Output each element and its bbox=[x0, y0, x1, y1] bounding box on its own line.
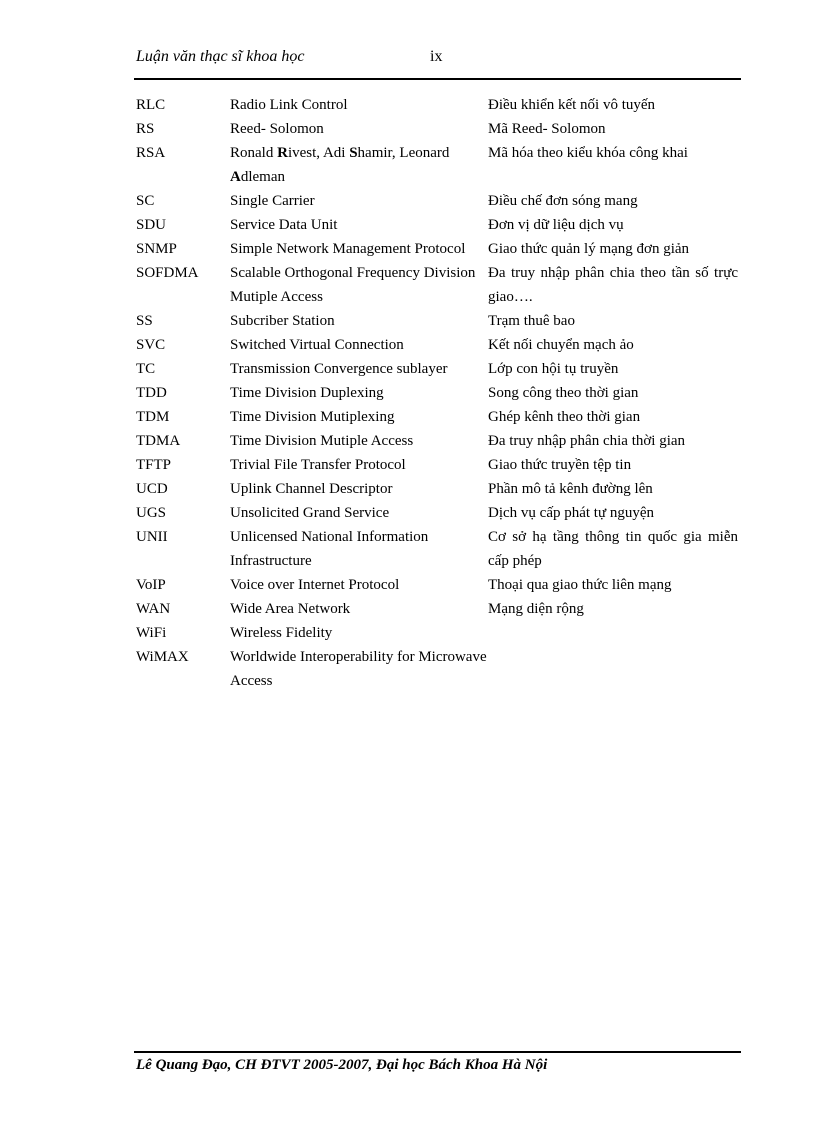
vietnamese-cell: Mạng diện rộng bbox=[488, 601, 584, 617]
table-row bbox=[136, 237, 738, 261]
english-cell: Wide Area Network bbox=[230, 601, 351, 617]
vietnamese-cell: Đa truy nhập phân chia theo tần số trực giao…. bbox=[488, 265, 738, 305]
table-row bbox=[136, 309, 738, 333]
acronym-letter-s: S bbox=[349, 145, 358, 161]
table-row bbox=[136, 621, 738, 645]
abbreviation-table bbox=[136, 93, 738, 693]
page-number: ix bbox=[430, 48, 443, 65]
english-cell: Unsolicited Grand Service bbox=[230, 505, 390, 521]
vietnamese-cell: Mã Reed- Solomon bbox=[488, 121, 606, 137]
abbr-cell: RLC bbox=[136, 97, 166, 113]
english-cell: Trivial File Transfer Protocol bbox=[230, 457, 406, 473]
vietnamese-cell: Đơn vị dữ liệu dịch vụ bbox=[488, 217, 624, 233]
vietnamese-cell: Kết nối chuyển mạch ảo bbox=[488, 337, 634, 353]
table-row bbox=[136, 357, 738, 381]
table-row bbox=[136, 333, 738, 357]
english-cell: Worldwide Interoperability for Microwave Access bbox=[230, 649, 487, 689]
table-row bbox=[136, 405, 738, 429]
vietnamese-cell: Lớp con hội tụ truyền bbox=[488, 361, 619, 377]
abbr-cell: WAN bbox=[136, 601, 171, 617]
abbr-cell: UNII bbox=[136, 529, 168, 545]
vietnamese-cell: Cơ sở hạ tầng thông tin quốc gia miễn cấp phép bbox=[488, 529, 738, 569]
english-text: ivest, Adi bbox=[287, 145, 350, 161]
vietnamese-cell: Mã hóa theo kiểu khóa công khai bbox=[488, 145, 688, 161]
header-title: Luận văn thạc sĩ khoa học bbox=[136, 48, 305, 65]
english-cell: Service Data Unit bbox=[230, 217, 338, 233]
table-row bbox=[136, 189, 738, 213]
abbr-cell: TFTP bbox=[136, 457, 172, 473]
vietnamese-cell: Giao thức quản lý mạng đơn giản bbox=[488, 241, 690, 257]
acronym-letter-a: A bbox=[230, 169, 241, 185]
vietnamese-cell: Trạm thuê bao bbox=[488, 313, 575, 329]
abbr-cell: VoIP bbox=[136, 577, 166, 593]
table-row bbox=[136, 261, 738, 309]
table-row bbox=[136, 597, 738, 621]
header-divider bbox=[134, 78, 741, 80]
vietnamese-cell: Dịch vụ cấp phát tự nguyện bbox=[488, 505, 655, 521]
table-row bbox=[136, 213, 738, 237]
abbr-cell: UCD bbox=[136, 481, 168, 497]
table-row bbox=[136, 117, 738, 141]
vietnamese-cell: Điều chế đơn sóng mang bbox=[488, 193, 638, 209]
english-cell: Time Division Mutiplexing bbox=[230, 409, 395, 425]
abbr-cell: TDMA bbox=[136, 433, 181, 449]
english-text: Ronald bbox=[230, 145, 278, 161]
abbr-cell: TC bbox=[136, 361, 156, 377]
english-cell bbox=[230, 141, 488, 189]
english-cell: Unlicensed National Information Infrastructure bbox=[230, 529, 429, 569]
english-cell: Scalable Orthogonal Frequency Division Mutiple Access bbox=[230, 265, 476, 305]
english-cell: Reed- Solomon bbox=[230, 121, 324, 137]
english-cell: Wireless Fidelity bbox=[230, 625, 333, 641]
abbr-cell: TDM bbox=[136, 409, 170, 425]
table-row bbox=[136, 381, 738, 405]
abbr-cell: RSA bbox=[136, 145, 166, 161]
vietnamese-cell: Điều khiển kết nối vô tuyến bbox=[488, 97, 656, 113]
vietnamese-cell: Đa truy nhập phân chia thời gian bbox=[488, 433, 686, 449]
table-row bbox=[136, 477, 738, 501]
english-cell: Subcriber Station bbox=[230, 313, 335, 329]
abbr-cell: SVC bbox=[136, 337, 166, 353]
english-cell: Single Carrier bbox=[230, 193, 315, 209]
english-text: hamir, Leonard bbox=[357, 145, 450, 161]
vietnamese-cell: Giao thức truyền tệp tin bbox=[488, 457, 632, 473]
abbr-cell: SNMP bbox=[136, 241, 177, 257]
table-row bbox=[136, 573, 738, 597]
english-cell: Switched Virtual Connection bbox=[230, 337, 404, 353]
english-cell: Uplink Channel Descriptor bbox=[230, 481, 393, 497]
english-cell: Time Division Mutiple Access bbox=[230, 433, 414, 449]
vietnamese-cell bbox=[488, 621, 738, 645]
vietnamese-cell: Song công theo thời gian bbox=[488, 385, 639, 401]
abbr-cell: SDU bbox=[136, 217, 167, 233]
english-cell: Transmission Convergence sublayer bbox=[230, 361, 448, 377]
table-row bbox=[136, 141, 738, 189]
table-row bbox=[136, 501, 738, 525]
abbr-cell: SOFDMA bbox=[136, 265, 199, 281]
vietnamese-cell bbox=[488, 645, 738, 693]
table-row bbox=[136, 525, 738, 573]
abbr-cell: WiFi bbox=[136, 625, 167, 641]
english-cell: Time Division Duplexing bbox=[230, 385, 384, 401]
table-row bbox=[136, 645, 738, 693]
abbr-cell: UGS bbox=[136, 505, 167, 521]
abbr-cell: TDD bbox=[136, 385, 167, 401]
footer-divider bbox=[134, 1051, 741, 1053]
abbr-cell: RS bbox=[136, 121, 155, 137]
abbr-cell: SS bbox=[136, 313, 153, 329]
abbr-cell: WiMAX bbox=[136, 649, 189, 665]
acronym-letter-r: R bbox=[277, 145, 288, 161]
vietnamese-cell: Ghép kênh theo thời gian bbox=[488, 409, 641, 425]
english-cell: Simple Network Management Protocol bbox=[230, 241, 466, 257]
table-row bbox=[136, 429, 738, 453]
english-cell: Radio Link Control bbox=[230, 97, 348, 113]
english-text: dleman bbox=[240, 169, 285, 185]
footer-text: Lê Quang Đạo, CH ĐTVT 2005-2007, Đại học Bách Khoa Hà Nội bbox=[136, 1057, 548, 1073]
vietnamese-cell: Thoại qua giao thức liên mạng bbox=[488, 577, 672, 593]
table-row bbox=[136, 93, 738, 117]
vietnamese-cell: Phần mô tả kênh đường lên bbox=[488, 481, 653, 497]
table-row bbox=[136, 453, 738, 477]
abbr-cell: SC bbox=[136, 193, 155, 209]
english-cell: Voice over Internet Protocol bbox=[230, 577, 400, 593]
